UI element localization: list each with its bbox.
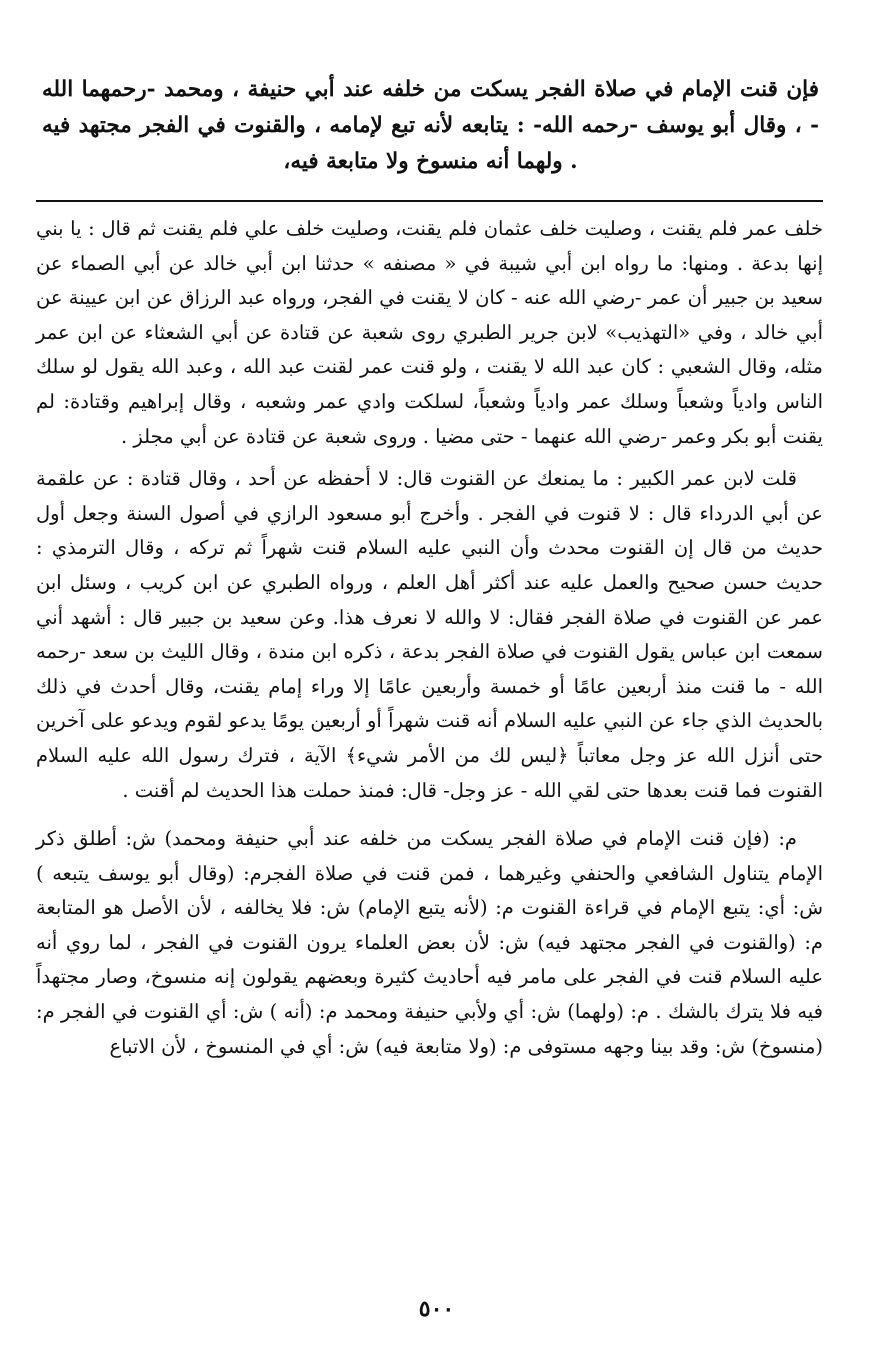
footnote-paragraph-1: خلف عمر فلم يقنت ، وصليت خلف عثمان فلم يقنت، وصليت خلف علي فلم يقنت ثم قال : يا بني إنها بدعة . ومنها: ما رواه ابن أبي شيبة في « مصنفه » حدثنا ابن أبي خالد عن أبي الصماء عن سعيد بن جبير أن عمر -رضي الله عنه - كان لا يقنت في الفجر، ورواه عبد الرزاق عن ابن عيينة عن أبي خالد ، وفي «التهذيب» لابن جرير الطبري روى شعبة عن قتادة عن أبي الشعثاء عن ابن عمر مثله، وقال الشعبي : كان عبد الله لا يقنت ، ولو قنت عمر لقنت عبد الله ، وعبد الله يقول لو سلك الناس وادياً وشعباً وسلك عمر وادياً وشعباً، لسلكت وادي عمر وشعبه ، وقال إبراهيم وقتادة: لم يقنت أبو بكر وعمر -رضي الله عنهما - حتى مضيا . وروى شعبة عن قتادة عن أبي مجلز . [36,217,823,448]
main-text-matn: فإن قنت الإمام في صلاة الفجر يسكت من خلفه عند أبي حنيفة ، ومحمد -رحمهما الله - ، وقال أبو يوسف -رحمه الله- : يتابعه لأنه تبع لإمامه ، والقنوت في الفجر مجتهد فيه . ولهما أنه منسوخ ولا متابعة فيه، [42,77,819,174]
page-number: ٥٠٠ [418,1296,455,1322]
footnote-block [36,212,823,808]
book-page [36,72,823,1371]
footnote-paragraph-2: قلت لابن عمر الكبير : ما يمنعك عن القنوت قال: لا أحفظه عن أحد ، وقال قتادة : عن علقمة عن أبي الدرداء قال : لا قنوت في الفجر . وأخرج أبو مسعود الرازي في أصول السنة وجعل أول حديث من قال إن القنوت محدث وأن النبي عليه السلام قنت شهراً ثم تركه ، وقال الترمذي : حديث حسن صحيح والعمل عليه عند أكثر أهل العلم ، ورواه الطبري عن ابن كريب ، وسئل ابن عمر عن القنوت في صلاة الفجر فقال: لا والله لا نعرف هذا. وعن سعيد بن جبير قال : أشهد أني سمعت ابن عباس يقول القنوت في صلاة الفجر بدعة ، ذكره ابن مندة ، وقال الليث بن سعد -رحمه الله - ما قنت منذ أربعين عامًا أو خمسة وأربعين عامًا إلا وراء إمام يقنت، وقال أحدث في ذلك بالحديث الذي جاء عن النبي عليه السلام أنه قنت شهراً أو أربعين يومًا يدعو لقوم ويدعو على آخرين حتى أنزل الله عز وجل معاتباً ﴿ليس لك من الأمر شيء﴾ الآية ، فترك رسول الله عليه السلام القنوت فما قنت بعدها حتى لقي الله - عز وجل- قال: فمنذ حملت هذا الحديث لم أقنت . [36,467,823,802]
commentary-paragraph-1: م: (فإن قنت الإمام في صلاة الفجر يسكت من خلفه عند أبي حنيفة ومحمد) ش: أطلق ذكر الإمام يتناول الشافعي والحنفي وغيرهما ، فمن قنت في صلاة الفجرم: (وقال أبو يوسف يتبعه ) ش: أي: يتبع الإمام في قراءة القنوت م: (لأنه يتبع الإمام) ش: فلا يخالفه ، لأن الأصل هو المتابعة م: (والقنوت في الفجر مجتهد فيه) ش: لأن بعض العلماء يرون القنوت في الفجر ، لما روي أنه عليه السلام قنت في الفجر على مامر فيه أحاديث كثيرة وبعضهم يقولون إنه منسوخ، وصار مجتهداً فيه فلا يترك بالشك . م: (ولهما) ش: أي ولأبي حنيفة ومحمد م: (أنه ) ش: أي القنوت في الفجر م: (منسوخ) ش: وقد بينا وجهه مستوفى م: (ولا متابعة فيه) ش: أي في المنسوخ ، لأن الاتباع [36,827,823,1058]
commentary-block [36,822,823,1064]
footnote-separator [36,200,823,202]
